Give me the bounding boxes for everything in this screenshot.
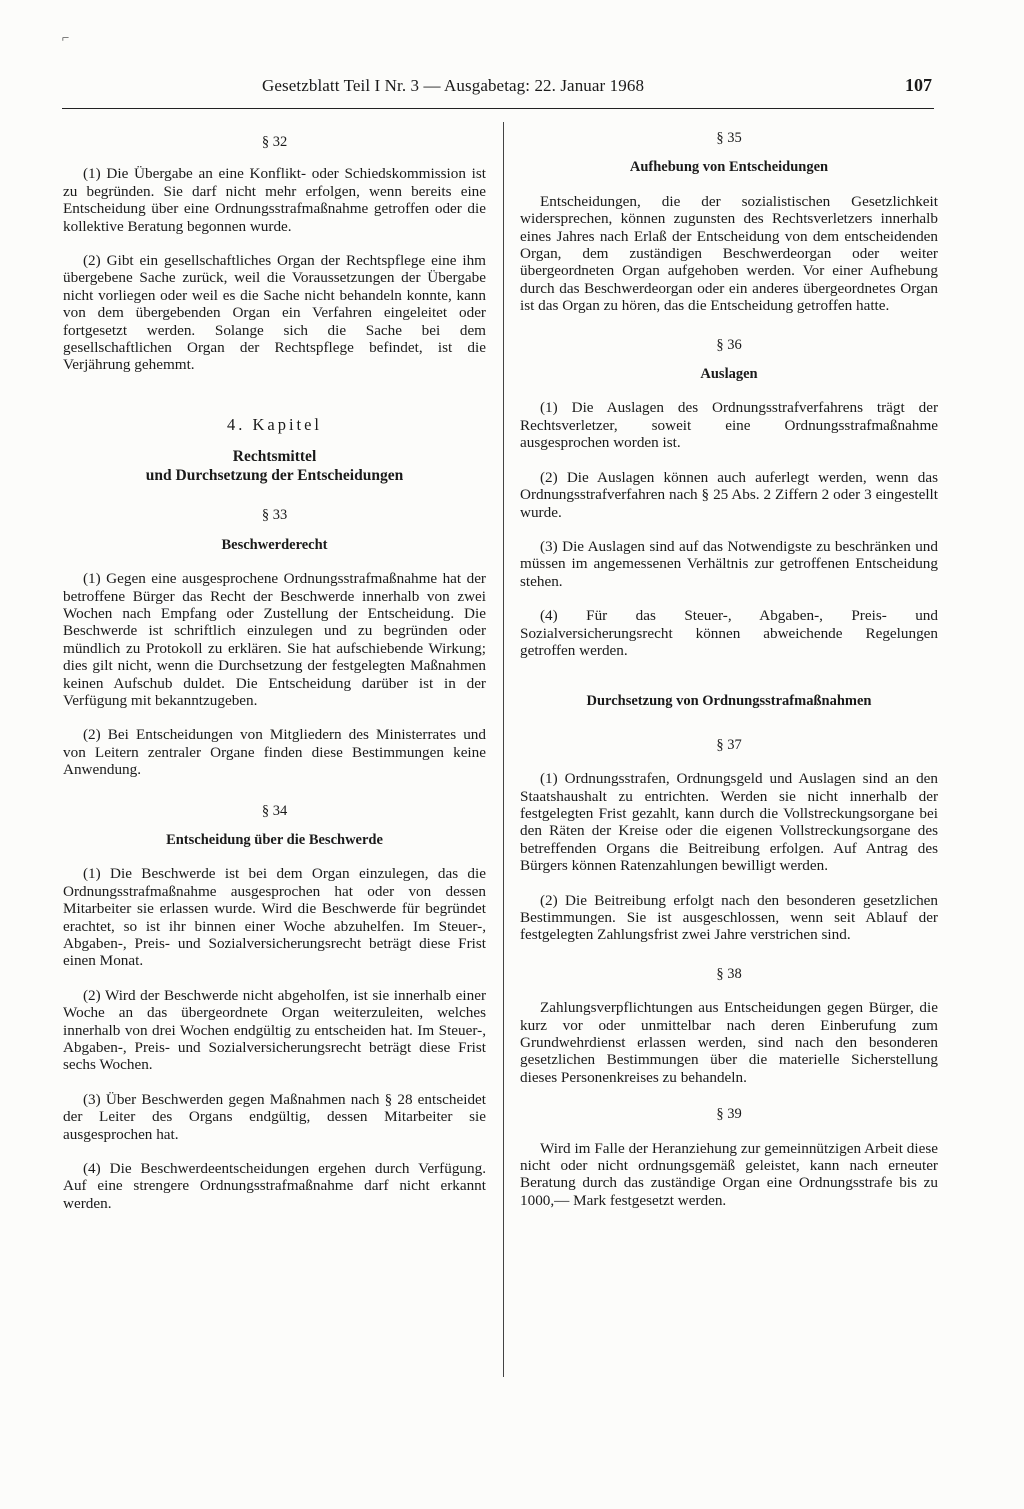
column-divider (503, 122, 504, 1377)
scan-mark: ⌐ (62, 30, 70, 45)
section-36-paragraph-1: (1) Die Auslagen des Ordnungsstrafverfahrens trägt der Rechtsverletzer, soweit eine Ordnungsstrafmaßnahme ausgesprochen worden ist. (520, 399, 938, 452)
section-33-number: § 33 (261, 507, 288, 524)
chapter-title-line-1: Rechtsmittel (232, 448, 317, 466)
section-36-heading: Auslagen (700, 366, 758, 383)
page-number: 107 (905, 75, 932, 95)
section-33-heading: Beschwerderecht (221, 536, 328, 553)
section-34-number: § 34 (261, 802, 288, 819)
section-34-paragraph-1: (1) Die Beschwerde ist bei dem Organ einzulegen, das die Ordnungsstrafmaßnahme ausgesprochen hat oder von dessen Mitarbeiter sie erlassen wurde. Wird die Beschwerde für begründet erachtet, so ist ihr binnen einer Woche abzuhelfen. Im Steuer-, Abgaben-, Preis- und Sozialversicherungsrecht beträgt diese Frist einen Monat. (63, 865, 486, 970)
section-36-paragraph-4: (4) Für das Steuer-, Abgaben-, Preis- und Sozialversicherungsrecht können abweichende Regelungen getroffen werden. (520, 607, 938, 659)
section-39-number: § 39 (716, 1106, 742, 1123)
header-title: Gesetzblatt Teil I Nr. 3 — Ausgabetag: 22. Januar 1968 (262, 76, 645, 95)
section-37-paragraph-2: (2) Die Beitreibung erfolgt nach den besonderen gesetzlichen Bestimmungen. Sie ist ausgeschlossen, wenn seit Ablauf der festgelegten Zahlungsfrist zwei Jahre verstrichen sind. (520, 891, 938, 944)
left-column (63, 120, 486, 1212)
page-header (62, 70, 934, 109)
section-34-paragraph-2: (2) Wird der Beschwerde nicht abgeholfen, ist sie innerhalb einer Woche an das übergeordnete Organ weiterzuleiten, welches innerhalb von drei Wochen endgültig zu entscheiden hat. Im Steuer-, Abgaben-, Preis- und Sozialversicherungsrecht beträgt diese Frist sechs Wochen. (63, 986, 486, 1074)
section-32-paragraph-2: (2) Gibt ein gesellschaftliches Organ der Rechtspflege eine ihm übergebene Sache zurück, weil die Voraussetzungen der Übergabe nicht vorliegen oder weil es die Sache nicht behandeln konnte, kann von dem übergebenden Organ ein Verfahren eingeleitet oder fortgesetzt werden. Solange sich die Sache bei dem gesellschaftlichen Organ der Rechtspflege befindet, ist die Verjährung gehemmt. (63, 252, 486, 374)
section-33-paragraph-2: (2) Bei Entscheidungen von Mitgliedern des Ministerrates und von Leitern zentraler Organe finden diese Bestimmungen keine Anwendung. (63, 726, 486, 779)
section-35-number: § 35 (716, 130, 742, 146)
chapter-title-line-2: und Durchsetzung der Entscheidungen (145, 467, 404, 485)
section-32-number: § 32 (261, 134, 288, 150)
section-37-paragraph-1: (1) Ordnungsstrafen, Ordnungsgeld und Auslagen sind an den Staatshaushalt zu entrichten. Werden sie nicht innerhalb der festgelegten Frist gezahlt, kann durch die Vollstreckungsorgane bei den Räten der Kreise oder die eigenen Vollstreckungsorgane des betreffenden Organs die Beitreibung erfolgen. Auf Antrag des Bürgers können Ratenzahlungen bewilligt werden. (520, 770, 938, 875)
section-33-paragraph-1: (1) Gegen eine ausgesprochene Ordnungsstrafmaßnahme hat der betroffene Bürger das Recht der Beschwerde innerhalb von zwei Wochen nach Empfang oder Zustellung der Entscheidung. Die Beschwerde ist schriftlich einzulegen und zu begründen oder mündlich zu Protokoll zu erklären. Sie hat aufschiebende Wirkung; dies gilt nicht, wenn die Durchsetzung der festgelegten Maßnahmen keinen Aufschub duldet. Die Entscheidung darüber ist in der Verfügung mit bekanntzugeben. (63, 570, 486, 709)
section-36-number: § 36 (716, 336, 742, 353)
chapter-label: 4. Kapitel (226, 414, 323, 434)
section-34-paragraph-4: (4) Die Beschwerdeentscheidungen ergehen durch Verfügung. Auf eine strengere Ordnungsstrafmaßnahme darf nicht erkannt werden. (63, 1160, 486, 1212)
section-32-paragraph-1: (1) Die Übergabe an eine Konflikt- oder Schiedskommission ist zu begründen. Sie darf nicht mehr erfolgen, wenn bereits eine Entscheidung über eine Ordnungsstrafmaßnahme getroffen oder die kollektive Beratung begonnen wurde. (63, 165, 486, 235)
section-35-paragraph-1: Entscheidungen, die der sozialistischen Gesetzlichkeit widersprechen, können zugunsten des Rechtsverletzers innerhalb eines Jahres nach Erlaß der Entscheidung von dem entscheidenden Organ, dem zuständigen Beschwerdeorgan oder weiter übergeordneten Organ aufgehoben werden. Vor einer Aufhebung durch das Beschwerdeorgan oder ein anderes übergeordnetes Organ ist das Organ zu hören, das die Entscheidung getroffen hatte. (520, 192, 938, 315)
section-36-paragraph-2: (2) Die Auslagen können auch auferlegt werden, wenn das Ordnungsstrafverfahren nach § 25 Abs. 2 Ziffern 2 oder 3 eingestellt wurde. (520, 468, 938, 521)
section-38-paragraph-1: Zahlungsverpflichtungen aus Entscheidungen gegen Bürger, die kurz vor oder unmittelbar nach deren Einberufung zum Grundwehrdienst erlassen werden, sind nach den besonderen gesetzlichen Bestimmungen über die materielle Sicherstellung dieses Personenkreises zu behandeln. (520, 999, 938, 1086)
section-34-paragraph-3: (3) Über Beschwerden gegen Maßnahmen nach § 28 entscheidet der Leiter des Organs endgültig, dessen Mitarbeiter sie ausgesprochen hat. (63, 1090, 486, 1143)
section-36-paragraph-3: (3) Die Auslagen sind auf das Notwendigste zu beschränken und müssen im angemessenen Verhältnis zur getroffenen Entscheidung stehen. (520, 537, 938, 590)
section-37-number: § 37 (716, 736, 742, 753)
section-34-heading: Entscheidung über die Beschwerde (166, 831, 383, 848)
section-35-heading: Aufhebung von Entscheidungen (629, 159, 829, 176)
section-39-paragraph-1: Wird im Falle der Heranziehung zur gemeinnützigen Arbeit diese nicht oder nicht ordnungsgemäß geleistet, kann nach erneuter Beratung durch das zuständige Organ eine Ordnungsstrafe bis zu 1000,— Mark festgesetzt werden. (520, 1139, 938, 1209)
section-group-heading: Durchsetzung von Ordnungsstrafmaßnahmen (586, 693, 872, 710)
right-column (520, 120, 938, 1209)
section-38-number: § 38 (716, 965, 742, 982)
